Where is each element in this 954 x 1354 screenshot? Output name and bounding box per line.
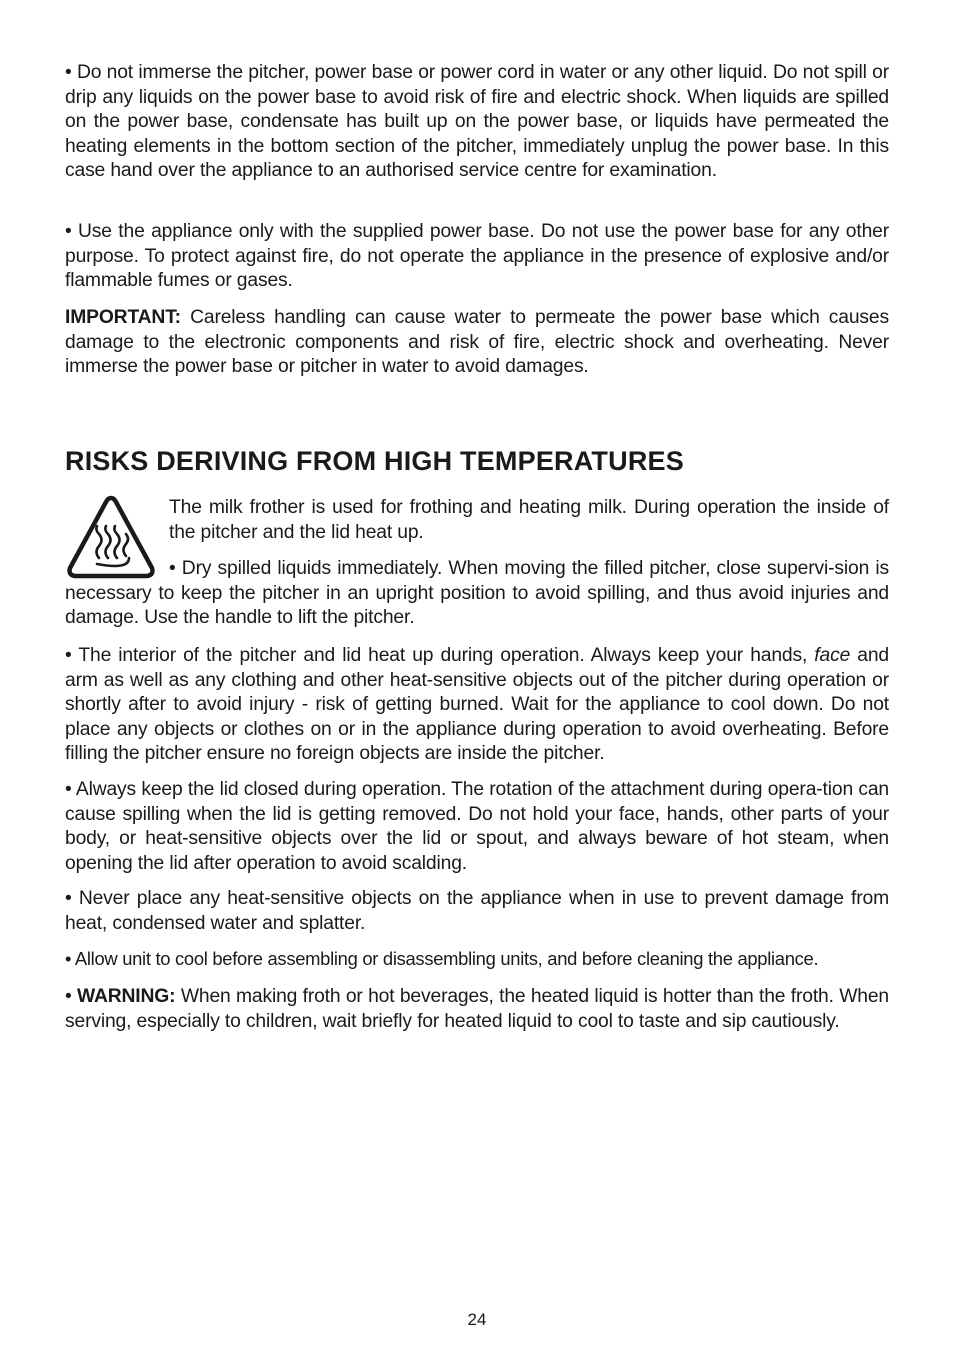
important-label: IMPORTANT:: [65, 307, 181, 328]
page-number: 24: [467, 1310, 487, 1329]
paragraph-supplied-base: • Use the appliance only with the supplied power base. Do not use the power base for any other purpose. To protect against fire, do not operate the appliance in the presence of explosive and/or flammable fumes or gases.: [65, 221, 889, 292]
important-text: Careless handling can cause water to permeate the power base which causes damage to the electronic components and risk of fire, electric shock and overheating. Never immerse the power base or pitcher in water to avoid damages.: [65, 307, 889, 378]
interior-text-a: • The interior of the pitcher and lid heat up during operation. Always keep your hands,: [65, 645, 815, 666]
paragraph-heat-objects: • Never place any heat-sensitive objects on the appliance when in use to prevent damage from heat, condensed water and splatter.: [65, 888, 889, 934]
warning-text: When making froth or hot beverages, the heated liquid is hotter than the froth. When serving, especially to children, wait briefly for heated liquid to cool to taste and sip cautiously.: [65, 986, 889, 1032]
paragraph-important: [65, 306, 889, 380]
section-heading: RISKS DERIVING FROM HIGH TEMPERATURES: [65, 446, 684, 476]
paragraph-intro: The milk frother is used for frothing and heating milk. During operation the inside of the pitcher and the lid heat up.: [169, 497, 889, 543]
paragraph-interior-heat: [65, 644, 889, 767]
paragraph-immerse-warning: • Do not immerse the pitcher, power base or power cord in water or any other liquid. Do not spill or drip any liquids on the power base to avoid risk of fire and electric shock. When liquids are spilled on the power base, condensate has built up on the power base, or liquids have permeated the heating elements in the bottom section of the pitcher, immediately unplug the power base. In this case hand over the appliance to an authorised service centre for examination.: [65, 62, 889, 182]
warning-bullet: •: [65, 986, 77, 1007]
interior-text-b: and arm as well as any clothing and other heat-sensitive objects out of the pitcher during operation or shortly after to avoid injury - risk of getting burned. Wait for the appliance to cool down. Do not place any objects or clothes on or in the appliance during operation to avoid overheating. Before filling the pitcher ensure no foreign objects are inside the pitcher.: [65, 645, 889, 765]
paragraph-allow-cool: • Allow unit to cool before assembling or disassembling units, and before cleaning the appliance.: [65, 948, 819, 969]
paragraph-dry-spills: • Dry spilled liquids immediately. When moving the filled pitcher, close supervi-sion is necessary to keep the pitcher in an upright position to avoid spilling, and thus avoid injuries and damage. Use the handle to lift the pitcher.: [65, 558, 889, 629]
paragraph-warning: [65, 985, 889, 1034]
warning-label: WARNING:: [77, 986, 176, 1007]
paragraph-lid-closed: • Always keep the lid closed during operation. The rotation of the attachment during opera-tion can cause spilling when the lid is getting removed. Do not hold your face, hands, other parts of your body, or heat-sensitive objects over the lid or spout, and always beware of hot steam, when opening the lid after operation to avoid scalding.: [65, 779, 889, 874]
interior-face: face: [814, 645, 851, 666]
